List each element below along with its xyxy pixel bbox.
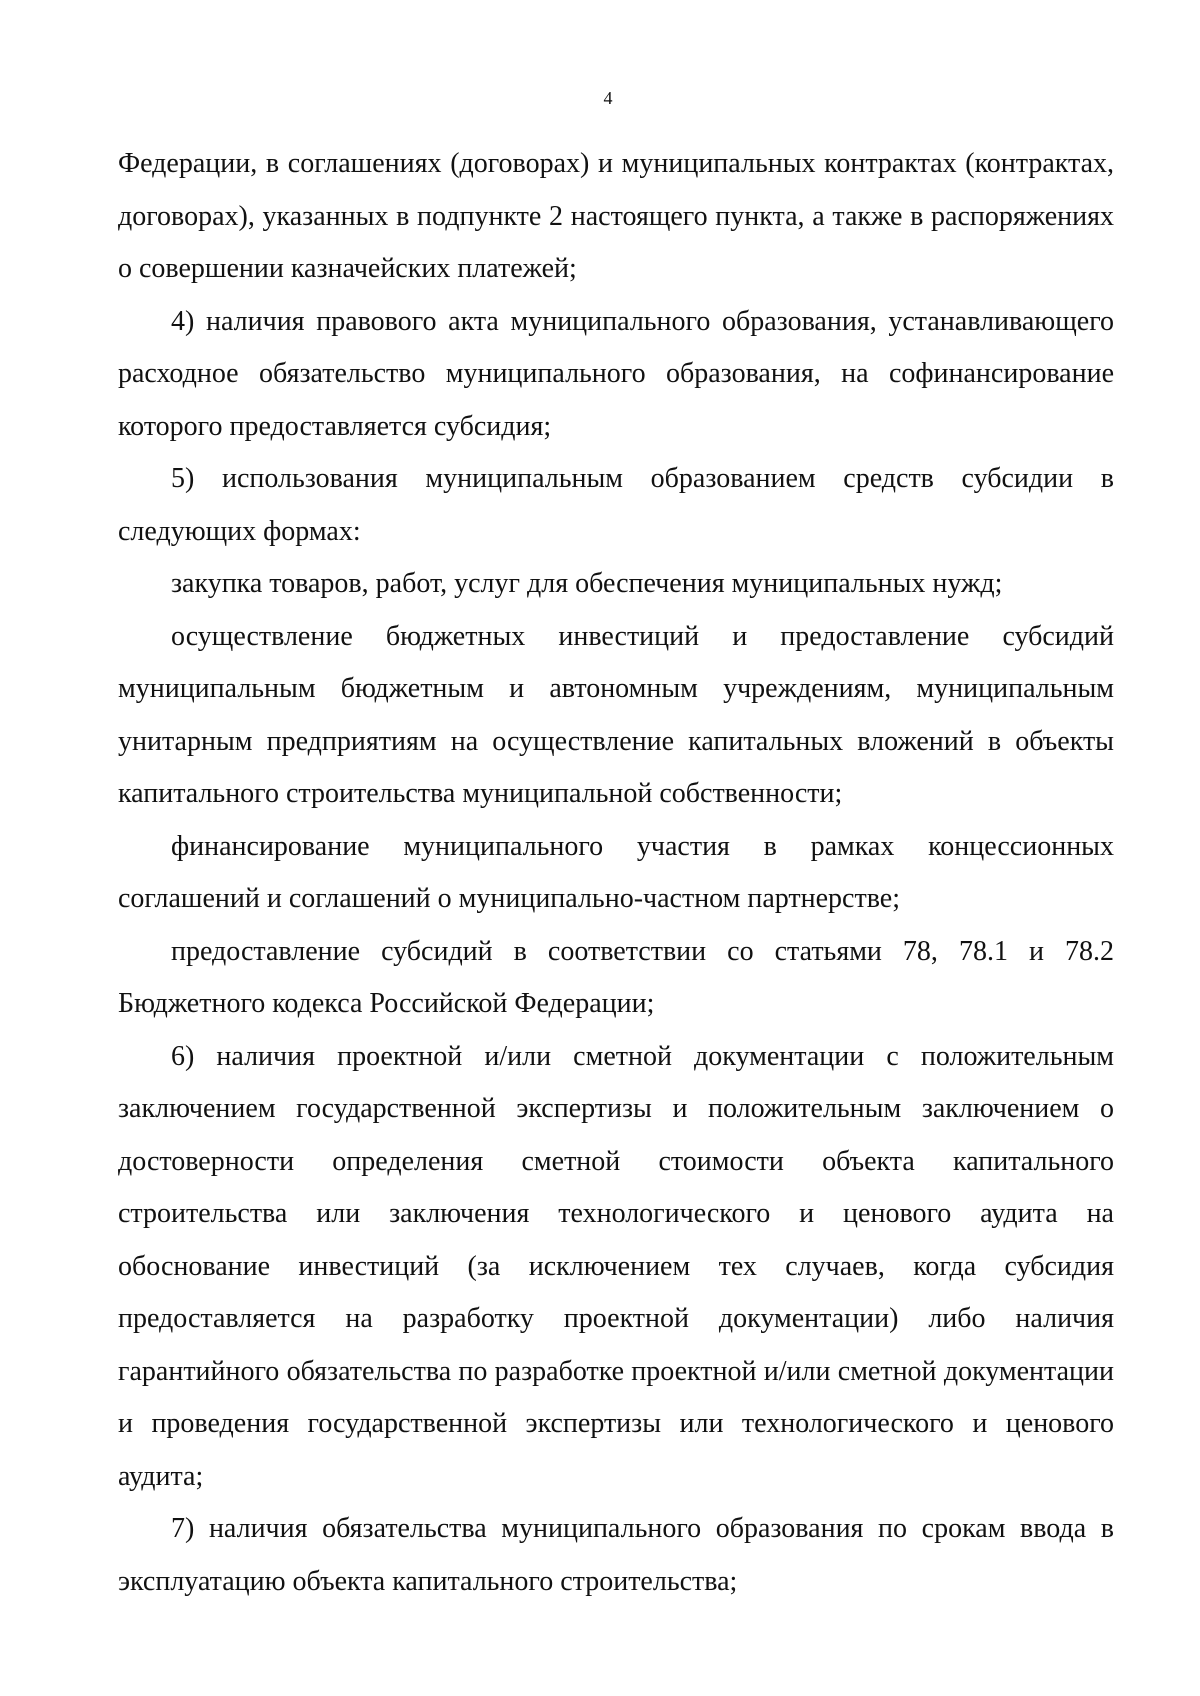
page-number: 4 bbox=[603, 88, 613, 108]
paragraph-item-6: 6) наличия проектной и/или сметной документации с положительным заключением государственной экспертизы и положительным заключением о достоверности определения сметной стоимости объекта капитального строительства или заключения технологического и ценового аудита на обоснование инвестиций (за исключением тех случаев, когда субсидия предоставляется на разработку проектной документации) либо наличия гарантийного обязательства по разработке проектной и/или сметной документации и проведения государственной экспертизы или технологического и ценового аудита; bbox=[118, 1040, 1114, 1492]
paragraph-form-concession: финансирование муниципального участия в рамках концессионных соглашений и соглашений о муниципально-частном партнерстве; bbox=[118, 830, 1114, 914]
document-body bbox=[118, 138, 1114, 1608]
paragraph-form-investments: осуществление бюджетных инвестиций и предоставление субсидий муниципальным бюджетным и автономным учреждениям, муниципальным унитарным предприятиям на осуществление капитальных вложений в объекты капитального строительства муниципальной собственности; bbox=[118, 620, 1114, 809]
paragraph-form-subsidies: предоставление субсидий в соответствии со статьями 78, 78.1 и 78.2 Бюджетного кодекса Российской Федерации; bbox=[118, 935, 1114, 1019]
paragraph-item-4: 4) наличия правового акта муниципального образования, устанавливающего расходное обязательство муниципального образования, на софинансирование которого предоставляется субсидия; bbox=[118, 305, 1114, 442]
paragraph-item-5: 5) использования муниципальным образованием средств субсидии в следующих формах: bbox=[118, 463, 1114, 547]
paragraph-item-7: 7) наличия обязательства муниципального образования по срокам ввода в эксплуатацию объекта капитального строительства; bbox=[118, 1513, 1114, 1597]
paragraph-continuation: Федерации, в соглашениях (договорах) и муниципальных контрактах (контрактах, договорах), указанных в подпункте 2 настоящего пункта, а также в распоряжениях о совершении казначейских платежей; bbox=[118, 148, 1114, 284]
paragraph-form-procurement: закупка товаров, работ, услуг для обеспечения муниципальных нужд; bbox=[171, 568, 1003, 599]
